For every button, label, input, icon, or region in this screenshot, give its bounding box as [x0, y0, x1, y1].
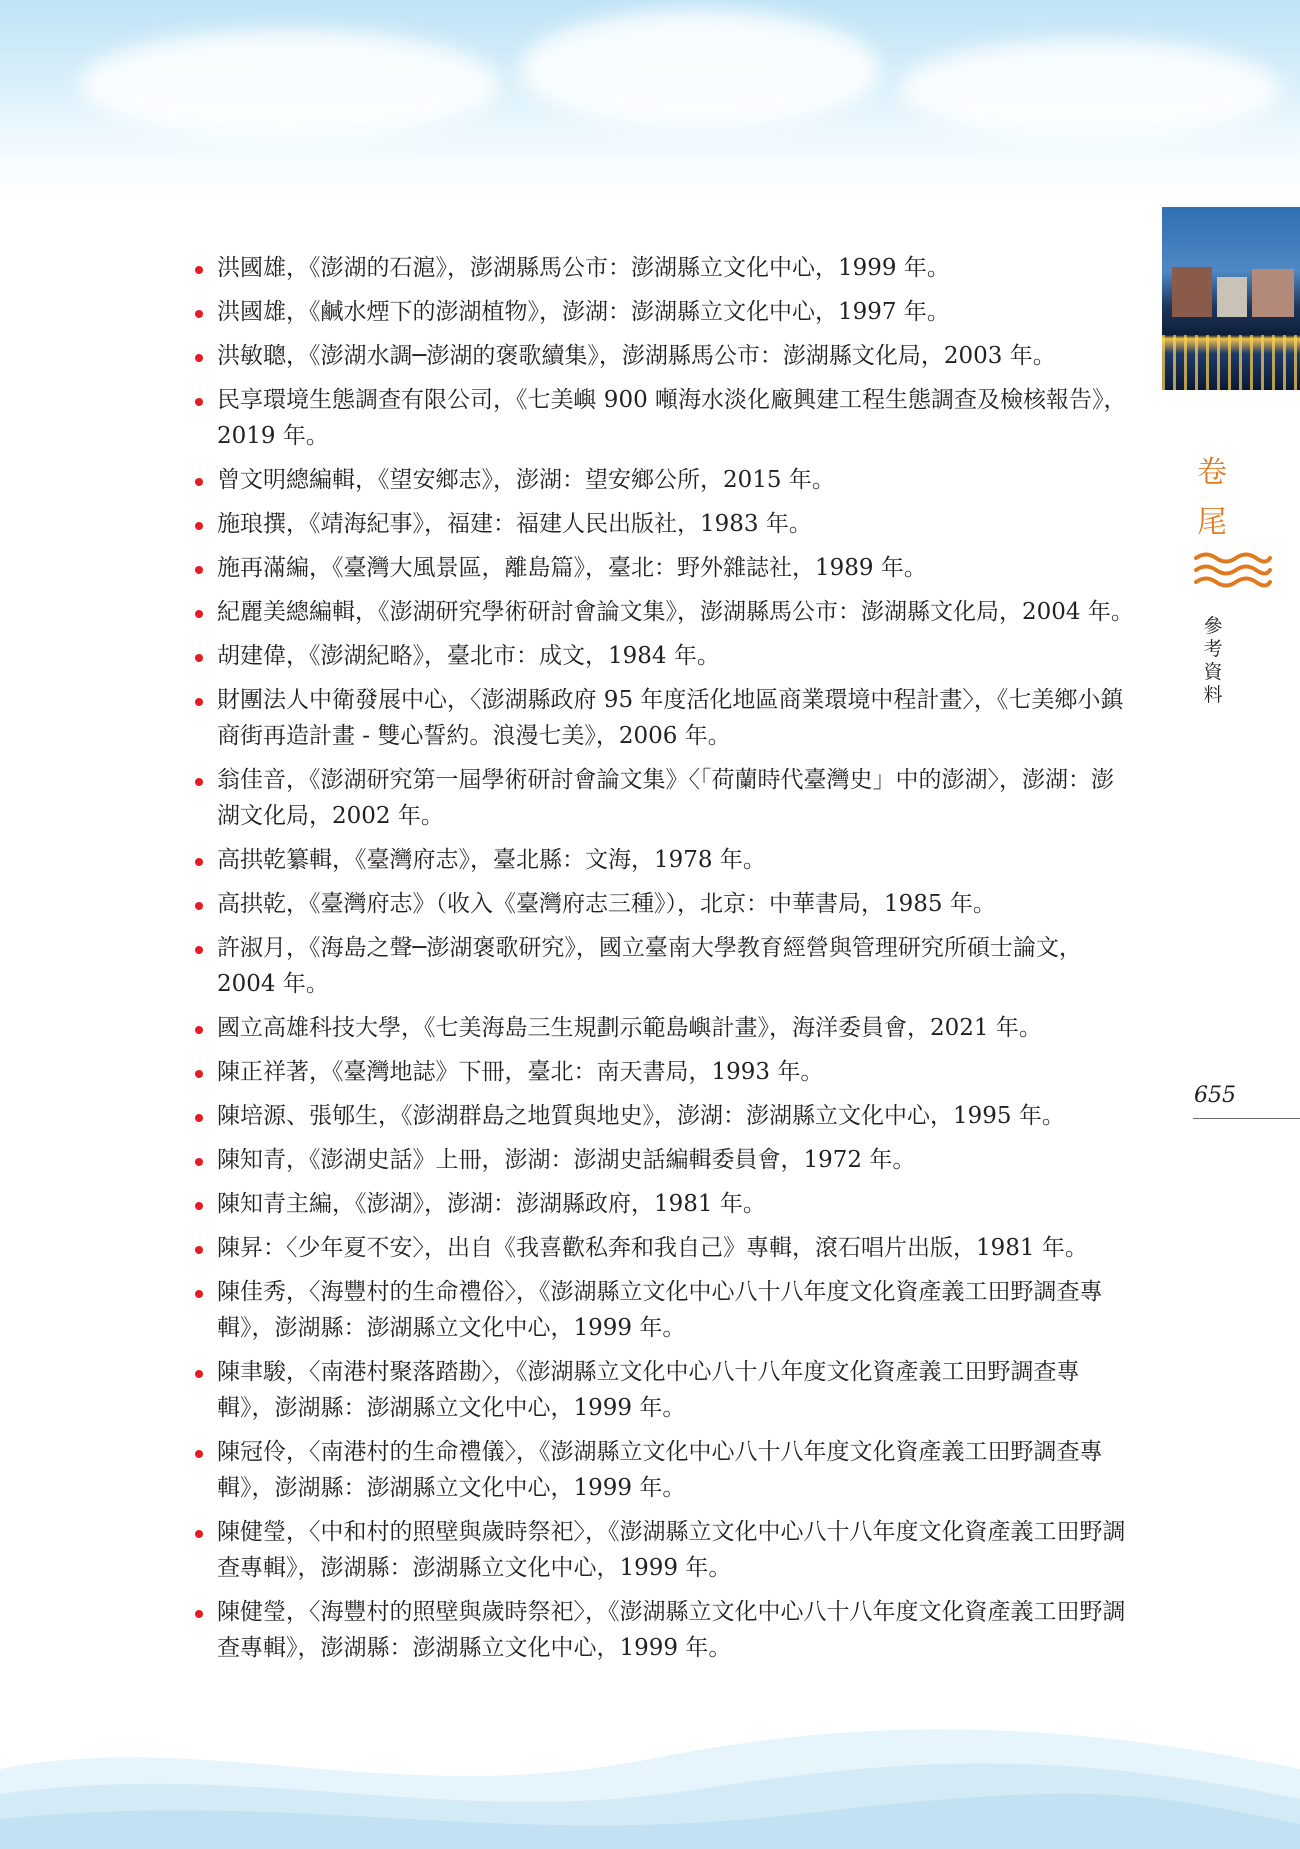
- reference-text: 陳健瑩，〈中和村的照壁與歲時祭祀〉，《澎湖縣立文化中心八十八年度文化資產義工田野調查專輯》，澎湖縣：澎湖縣立文化中心，1999 年。: [217, 1519, 1126, 1581]
- reference-text: 胡建偉，《澎湖紀略》，臺北市：成文，1984 年。: [217, 643, 720, 669]
- bullet-icon: [195, 1370, 203, 1378]
- reference-item: [195, 1594, 1135, 1666]
- bullet-icon: [195, 1246, 203, 1254]
- bullet-icon: [195, 398, 203, 406]
- bullet-icon: [195, 654, 203, 662]
- bullet-icon: [195, 266, 203, 274]
- reference-item: [195, 594, 1135, 630]
- reference-item: [195, 338, 1135, 374]
- bullet-icon: [195, 902, 203, 910]
- section-label: [1200, 615, 1226, 707]
- reference-item: [195, 638, 1135, 674]
- bullet-icon: [195, 610, 203, 618]
- reference-item: [195, 506, 1135, 542]
- reference-text: 洪國雄，《鹹水煙下的澎湖植物》，澎湖：澎湖縣立文化中心，1997 年。: [217, 299, 950, 325]
- bullet-icon: [195, 478, 203, 486]
- reference-text: 陳知青主編，《澎湖》，澎湖：澎湖縣政府，1981 年。: [217, 1191, 766, 1217]
- bullet-icon: [195, 1290, 203, 1298]
- section-char: 參: [1203, 615, 1223, 637]
- reference-item: [195, 1054, 1135, 1090]
- reference-text: 陳培源、張郇生，《澎湖群島之地質與地史》，澎湖：澎湖縣立文化中心，1995 年。: [217, 1103, 1065, 1129]
- reference-item: [195, 842, 1135, 878]
- bullet-icon: [195, 1070, 203, 1078]
- bullet-icon: [195, 1450, 203, 1458]
- reference-list: [195, 250, 1135, 1674]
- reference-item: [195, 250, 1135, 286]
- bullet-icon: [195, 698, 203, 706]
- reference-text: 高拱乾纂輯，《臺灣府志》，臺北縣：文海，1978 年。: [217, 847, 766, 873]
- reference-text: 施再滿編，《臺灣大風景區，離島篇》，臺北：野外雜誌社，1989 年。: [217, 555, 927, 581]
- reference-text: 曾文明總編輯，《望安鄉志》，澎湖：望安鄉公所，2015 年。: [217, 467, 835, 493]
- chapter-char-1: 卷: [1197, 455, 1227, 490]
- reference-item: [195, 1142, 1135, 1178]
- bullet-icon: [195, 354, 203, 362]
- reference-text: 民享環境生態調查有限公司，《七美嶼 900 噸海水淡化廠興建工程生態調查及檢核報告》，2019 年。: [217, 387, 1127, 449]
- reference-item: [195, 1274, 1135, 1346]
- section-char: 資: [1203, 661, 1223, 683]
- bullet-icon: [195, 1610, 203, 1618]
- reference-item: [195, 1354, 1135, 1426]
- section-char: 考: [1203, 638, 1223, 660]
- sky-header-background: [0, 0, 1300, 200]
- bullet-icon: [195, 1026, 203, 1034]
- reference-item: [195, 462, 1135, 498]
- reference-item: [195, 762, 1135, 834]
- reference-item: [195, 930, 1135, 1002]
- page-number-rule: [1193, 1118, 1300, 1119]
- reference-text: 陳知青，《澎湖史話》上冊，澎湖：澎湖史話編輯委員會，1972 年。: [217, 1147, 916, 1173]
- reference-text: 陳昇：〈少年夏不安〉，出自《我喜歡私奔和我自己》專輯，滾石唱片出版，1981 年。: [217, 1235, 1088, 1261]
- wave-ornament-icon: [1193, 550, 1273, 592]
- page-number: 655: [1194, 1083, 1236, 1108]
- reference-item: [195, 294, 1135, 330]
- reference-item: [195, 886, 1135, 922]
- reference-text: 財團法人中衛發展中心，〈澎湖縣政府 95 年度活化地區商業環境中程計畫〉，《七美鄉小鎮商街再造計畫 - 雙心誓約。浪漫七美》，2006 年。: [217, 687, 1124, 749]
- reference-item: [195, 1514, 1135, 1586]
- reference-item: [195, 382, 1135, 454]
- reference-text: 陳聿駿，〈南港村聚落踏勘〉，《澎湖縣立文化中心八十八年度文化資產義工田野調查專輯》，澎湖縣：澎湖縣立文化中心，1999 年。: [217, 1359, 1080, 1421]
- reference-text: 高拱乾，《臺灣府志》（收入《臺灣府志三種》），北京：中華書局，1985 年。: [217, 891, 996, 917]
- harbor-night-photo: [1162, 207, 1300, 390]
- chapter-title: [1192, 448, 1232, 548]
- reference-text: 洪敏聰，《澎湖水調─澎湖的褒歌續集》，澎湖縣馬公市：澎湖縣文化局，2003 年。: [217, 343, 1056, 369]
- reference-item: [195, 1186, 1135, 1222]
- reference-item: [195, 1098, 1135, 1134]
- reference-item: [195, 1230, 1135, 1266]
- bullet-icon: [195, 522, 203, 530]
- bullet-icon: [195, 1202, 203, 1210]
- reference-text: 紀麗美總編輯，《澎湖研究學術研討會論文集》，澎湖縣馬公市：澎湖縣文化局，2004 年。: [217, 599, 1134, 625]
- reference-text: 陳健瑩，〈海豐村的照壁與歲時祭祀〉，《澎湖縣立文化中心八十八年度文化資產義工田野調查專輯》，澎湖縣：澎湖縣立文化中心，1999 年。: [217, 1599, 1126, 1661]
- bullet-icon: [195, 778, 203, 786]
- wave-footer-background: [0, 1709, 1300, 1849]
- reference-item: [195, 1434, 1135, 1506]
- reference-item: [195, 1010, 1135, 1046]
- reference-text: 陳佳秀，〈海豐村的生命禮俗〉，《澎湖縣立文化中心八十八年度文化資產義工田野調查專輯》，澎湖縣：澎湖縣立文化中心，1999 年。: [217, 1279, 1103, 1341]
- bullet-icon: [195, 1530, 203, 1538]
- reference-text: 翁佳音，《澎湖研究第一屆學術研討會論文集》〈「荷蘭時代臺灣史」中的澎湖〉，澎湖：澎湖文化局，2002 年。: [217, 767, 1114, 829]
- reference-text: 國立高雄科技大學，《七美海島三生規劃示範島嶼計畫》，海洋委員會，2021 年。: [217, 1015, 1042, 1041]
- chapter-char-2: 尾: [1197, 505, 1227, 540]
- reference-item: [195, 682, 1135, 754]
- bullet-icon: [195, 946, 203, 954]
- reference-text: 施琅撰，《靖海紀事》，福建：福建人民出版社，1983 年。: [217, 511, 812, 537]
- bullet-icon: [195, 858, 203, 866]
- reference-text: 許淑月，《海島之聲─澎湖褒歌研究》，國立臺南大學教育經營與管理研究所碩士論文，2004 年。: [217, 935, 1082, 997]
- reference-text: 陳正祥著，《臺灣地誌》下冊，臺北：南天書局，1993 年。: [217, 1059, 824, 1085]
- reference-text: 陳冠伶，〈南港村的生命禮儀〉，《澎湖縣立文化中心八十八年度文化資產義工田野調查專輯》，澎湖縣：澎湖縣立文化中心，1999 年。: [217, 1439, 1103, 1501]
- reference-item: [195, 550, 1135, 586]
- bullet-icon: [195, 566, 203, 574]
- reference-text: 洪國雄，《澎湖的石滬》，澎湖縣馬公市：澎湖縣立文化中心，1999 年。: [217, 255, 950, 281]
- bullet-icon: [195, 1114, 203, 1122]
- section-char: 料: [1203, 684, 1223, 706]
- bullet-icon: [195, 1158, 203, 1166]
- bullet-icon: [195, 310, 203, 318]
